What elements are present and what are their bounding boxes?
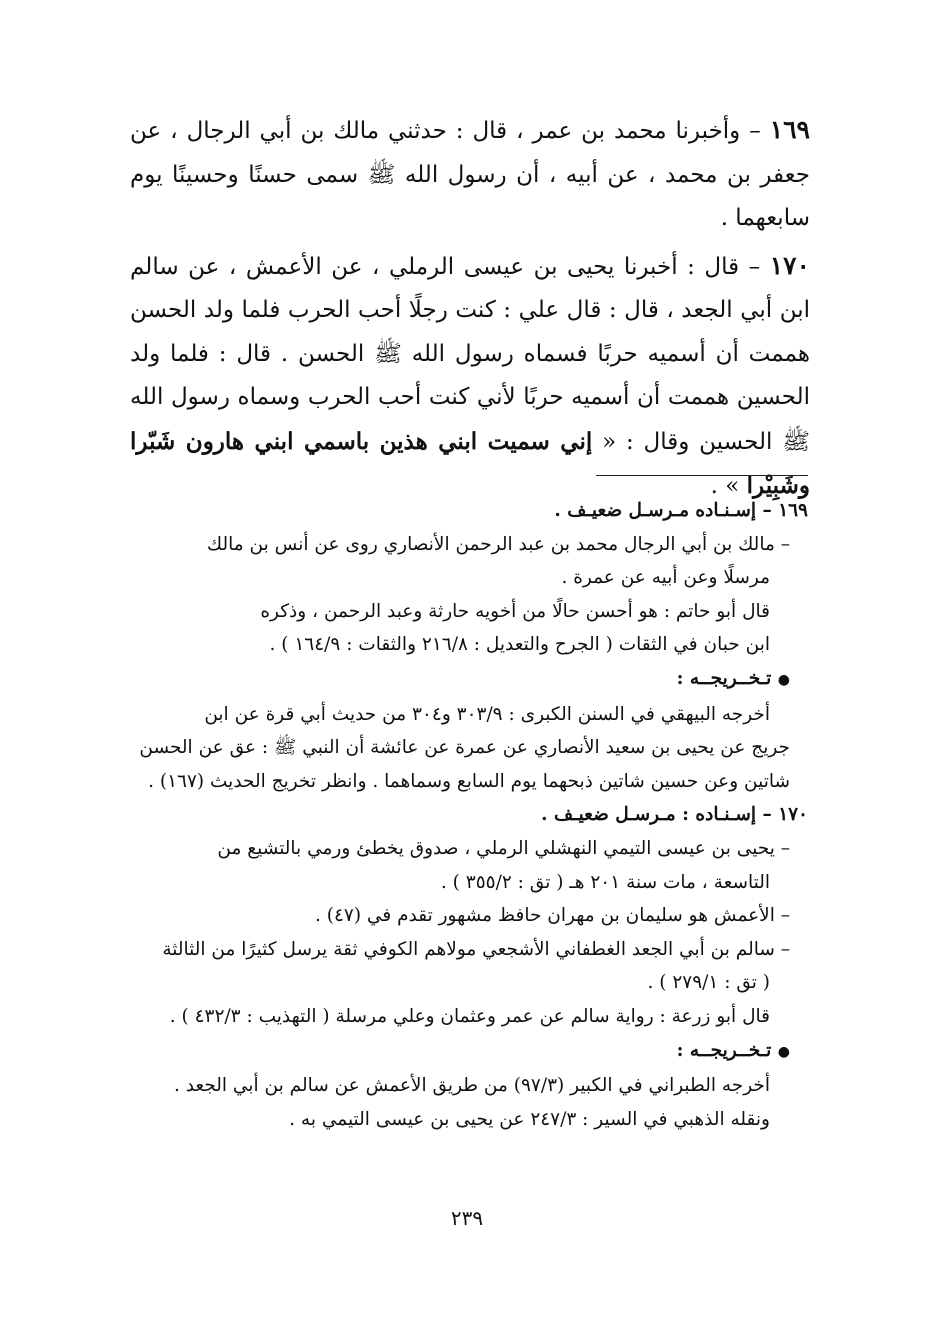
- note-heading: ١٧٠ – إسـنـاده : مـرسـل ضعيـف .: [541, 804, 808, 826]
- hadith-text-end: » .: [710, 473, 747, 499]
- note-line: جريج عن يحيى بن سعيد الأنصاري عن عمرة عن عائشة أن النبي ﷺ : عق عن الحسن: [139, 737, 790, 759]
- footnote-separator: [596, 475, 808, 476]
- hadith-169: [130, 108, 810, 241]
- note-line: قال أبو زرعة : رواية سالم عن عمر وعثمان وعلي مرسلة ( التهذيب : ٤٣٢/٣ ) .: [169, 1005, 770, 1027]
- note-line: ( تق : ٢٧٩/١ ) .: [647, 972, 770, 994]
- note-line: التاسعة ، مات سنة ٢٠١ هـ ( تق : ٣٥٥/٢ ) .: [440, 871, 770, 893]
- note-line: أخرجه الطبراني في الكبير (٩٧/٣) من طريق الأعمش عن سالم بن أبي الجعد .: [173, 1075, 770, 1097]
- note-line: – يحيى بن عيسى التيمي النهشلي الرملي ، صدوق يخطئ ورمي بالتشيع من: [217, 837, 790, 859]
- hadith-number: ١٦٩: [769, 115, 810, 144]
- note-line: ونقله الذهبي في السير : ٢٤٧/٣ عن يحيى بن عيسى التيمي به .: [289, 1108, 770, 1130]
- takhrij-heading: ● تـخــريجــه :: [676, 1039, 790, 1061]
- bullet-icon: ●: [777, 671, 790, 688]
- takhrij-heading: ● تـخــريجــه :: [676, 667, 790, 689]
- note-line: شاتين وعن حسين شاتين ذبحهما يوم السابع وسماهما . وانظر تخريج الحديث (١٦٧) .: [148, 770, 790, 792]
- note-line: – مالك بن أبي الرجال محمد بن عبد الرحمن الأنصاري روى عن أنس بن مالك: [206, 533, 790, 555]
- note-line: أخرجه البيهقي في السنن الكبرى : ٣٠٣/٩ و٣٠٤ من حديث أبي قرة عن ابن: [204, 703, 770, 725]
- page-number: ٢٣٩: [450, 1206, 484, 1230]
- note-heading: ١٦٩ – إسـنـاده مـرسـل ضعيـف .: [554, 500, 808, 521]
- footnotes: [132, 494, 808, 1136]
- hadith-text: – قال : أخبرنا يحيى بن عيسى الرملي ، عن الأعمش ، عن سالم ابن أبي الجعد ، قال : قال علي : كنت رجلًا أحب الحرب فلما ولد الحسن هممت أن أسميه حربًا فسماه رسول الله ﷺ الحسن . قال : فلما ولد الحسين هممت أن أسميه حربًا لأني كنت أحب الحرب وسماه رسول الله ﷺ الحسين وقال : «: [130, 253, 810, 455]
- note-line: قال أبو حاتم : هو أحسن حالًا من أخويه حارثة وعبد الرحمن ، وذكره: [260, 600, 770, 622]
- hadith-170: [130, 244, 810, 509]
- bullet-icon: ●: [777, 1043, 790, 1060]
- hadith-number: ١٧٠: [769, 250, 810, 280]
- note-line: ابن حبان في الثقات ( الجرح والتعديل : ٢١٦/٨ والثقات : ١٦٤/٩ ) .: [269, 634, 770, 656]
- note-line: مرسلًا وعن أبيه عن عمرة .: [561, 567, 770, 589]
- main-text: [130, 108, 810, 512]
- hadith-text: – وأخبرنا محمد بن عمر ، قال : حدثني مالك بن أبي الرجال ، عن جعفر بن محمد ، عن أبيه ، أن رسول الله ﷺ سمى حسنًا وحسينًا يوم سابعهما .: [130, 118, 810, 231]
- hadith-quote: إني سميت ابني هذين باسمي ابني هارون شَبّرا وشَبِيْرا: [130, 427, 810, 499]
- note-line: – سالم بن أبي الجعد الغطفاني الأشجعي مولاهم الكوفي ثقة يرسل كثيرًا من الثالثة: [162, 938, 790, 960]
- note-line: – الأعمش هو سليمان بن مهران حافظ مشهور تقدم في (٤٧) .: [314, 905, 790, 927]
